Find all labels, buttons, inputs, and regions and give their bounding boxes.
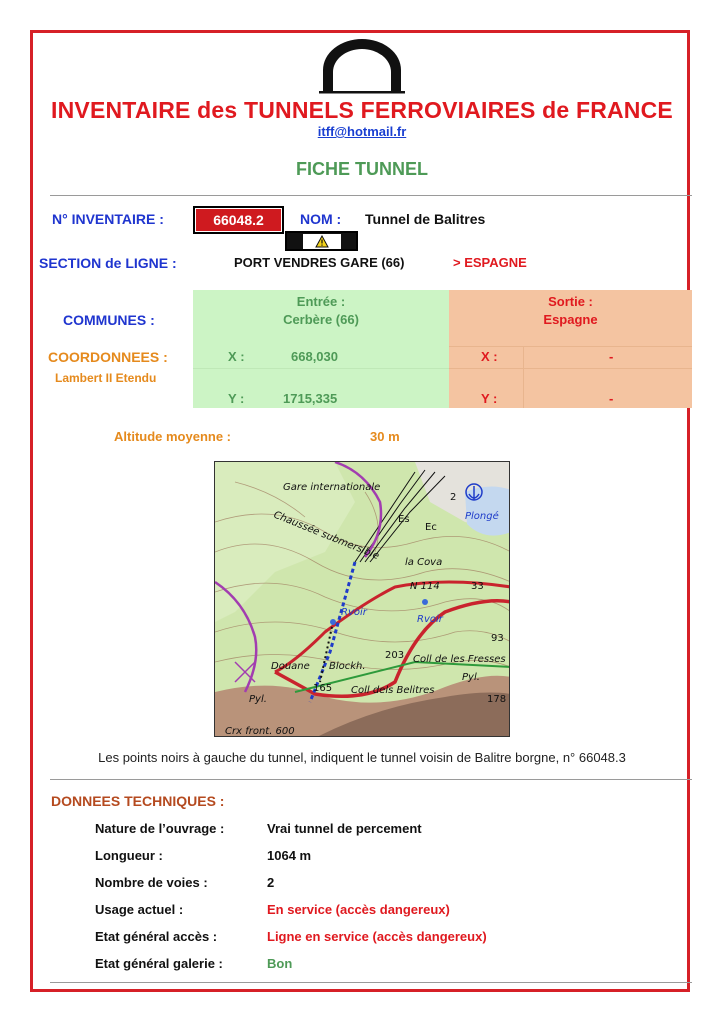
sortie-y-label: Y :: [481, 391, 498, 406]
entree-y-label: Y :: [228, 391, 245, 406]
map-label-es1: Es: [398, 514, 410, 525]
altitude-value: 30 m: [370, 429, 400, 444]
map-label-pyl1: Pyl.: [462, 672, 480, 683]
divider: [50, 779, 692, 780]
map-label-blockh: Blockh.: [329, 661, 366, 672]
sortie-x-value: -: [609, 349, 614, 364]
technical-heading: DONNEES TECHNIQUES :: [51, 793, 225, 809]
map-caption: Les points noirs à gauche du tunnel, indiquent le tunnel voisin de Balitre borgne, n° 66048.3: [98, 750, 626, 765]
sortie-x-label: X :: [481, 349, 498, 364]
map-label-203: 203: [385, 650, 405, 661]
map-label-coll-fresses: Coll de les Fresses: [413, 654, 506, 665]
tech-key-acces: Etat général accès :: [95, 929, 218, 944]
section-from: PORT VENDRES GARE (66): [234, 255, 405, 270]
sortie-divider: [449, 346, 692, 347]
map-label-gare: Gare internationale: [283, 482, 381, 493]
entree-value: Cerbère (66): [283, 312, 359, 327]
coordonnees-label: COORDONNEES :: [48, 349, 168, 365]
nom-label: NOM :: [300, 211, 342, 227]
map-label-chaussee: Chaussée submersible: [271, 509, 381, 563]
map-label-coll-belitres: Coll dels Belitres: [351, 685, 435, 696]
map-label-crx: Crx front. 600: [225, 726, 295, 737]
entree-x-value: 668,030: [291, 349, 338, 364]
sortie-y-value: -: [609, 391, 614, 406]
sortie-label: Sortie :: [548, 294, 593, 309]
entree-x-label: X :: [228, 349, 245, 364]
map-label-2: 2: [450, 492, 457, 503]
tunnel-logo-icon: [317, 36, 407, 94]
lambert-label: Lambert II Etendu: [55, 371, 157, 385]
section-to: > ESPAGNE: [453, 255, 527, 270]
entree-divider: [193, 368, 449, 369]
tech-key-nature: Nature de l’ouvrage :: [95, 821, 225, 836]
email-link[interactable]: itff@hotmail.fr: [317, 124, 407, 139]
map-drawing: [215, 462, 510, 737]
tech-value-longueur: 1064 m: [267, 848, 312, 863]
inventaire-label: N° INVENTAIRE :: [52, 211, 164, 227]
map-label-n114: N 114: [410, 581, 440, 592]
sortie-value: Espagne: [543, 312, 598, 327]
tech-value-galerie: Bon: [267, 956, 293, 971]
warning-box: [285, 231, 358, 251]
sortie-divider: [523, 346, 524, 408]
map-label-es2: Ec: [425, 522, 437, 533]
altitude-label: Altitude moyenne :: [114, 429, 232, 444]
warning-icon: [315, 235, 329, 248]
tech-key-galerie: Etat général galerie :: [95, 956, 223, 971]
divider: [50, 982, 692, 983]
section-label: SECTION de LIGNE :: [39, 255, 177, 271]
map-label-165: 165: [313, 683, 333, 694]
map-label-178: 178: [487, 694, 507, 705]
map-label-rvoir1: Rvoir: [341, 607, 367, 618]
tech-value-acces: Ligne en service (accès dangereux): [267, 929, 487, 944]
tech-key-longueur: Longueur :: [95, 848, 163, 863]
page-title: INVENTAIRE des TUNNELS FERROVIAIRES de FRANCE: [51, 97, 673, 123]
map-label-33: 33: [471, 581, 484, 592]
map-label-douane: Douane: [271, 661, 310, 672]
topographic-map: [214, 461, 510, 737]
tech-value-usage: En service (accès dangereux): [267, 902, 450, 917]
entree-label: Entrée :: [296, 294, 346, 309]
map-label-plonge: Plongé: [465, 511, 499, 522]
map-label-pyl2: Pyl.: [249, 694, 267, 705]
inventaire-value: 66048.2: [195, 208, 282, 232]
section-subtitle: FICHE TUNNEL: [296, 159, 428, 179]
tech-value-nature: Vrai tunnel de percement: [267, 821, 422, 836]
tech-key-usage: Usage actuel :: [95, 902, 184, 917]
entree-y-value: 1715,335: [283, 391, 338, 406]
tech-key-voies: Nombre de voies :: [95, 875, 208, 890]
map-label-rvoir2: Rvoir: [417, 614, 443, 625]
communes-label: COMMUNES :: [63, 312, 155, 328]
map-label-93: 93: [491, 633, 504, 644]
nom-value: Tunnel de Balitres: [365, 211, 486, 227]
divider: [50, 195, 692, 196]
sortie-divider: [449, 368, 692, 369]
tech-value-voies: 2: [267, 875, 275, 890]
map-label-lacova: la Cova: [405, 557, 443, 568]
